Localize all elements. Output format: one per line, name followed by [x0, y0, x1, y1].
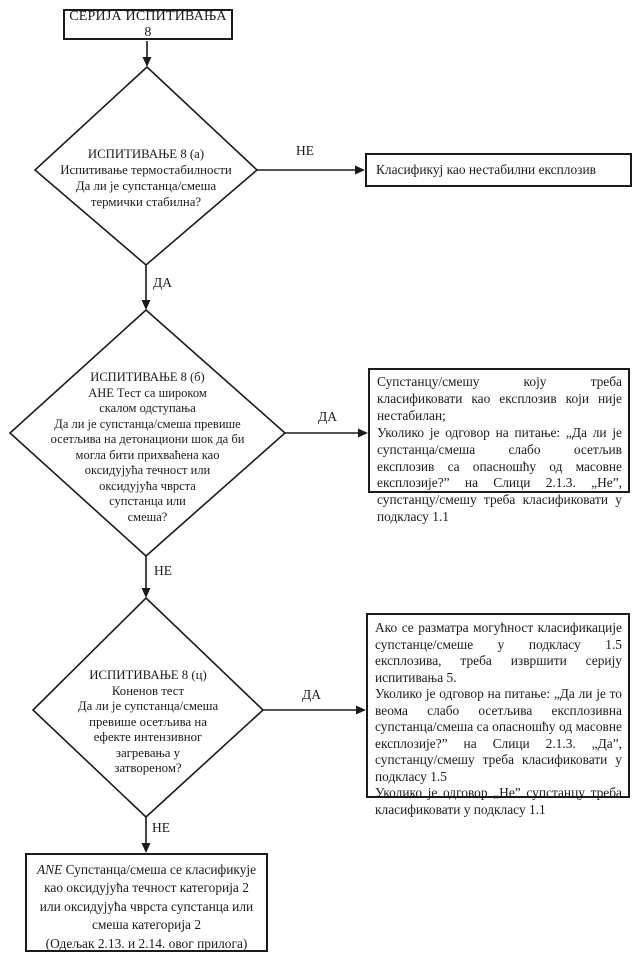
decision-8c-line: ефекте интензивног — [93, 730, 203, 744]
connector-8a-no — [257, 166, 365, 175]
edge-label-8a-yes: ДА — [153, 275, 172, 290]
decision-8c-text — [33, 668, 263, 777]
result-not-unstable-box — [368, 368, 630, 525]
final-classification-note: (Одељак 2.13. и 2.14. овог прилога) — [45, 935, 248, 951]
result-division15-p1: Ако се разматра могућност класификације супстанце/смеше у подкласу 1.5 експлозива, треба извршити серију испитивања 5. — [375, 620, 622, 685]
final-main-text: Супстанца/смеша се класификује као оксидујућа течност категорија 2 или оксидујућа чврста супстанца или смеша категорија 2 — [39, 862, 257, 933]
start-node — [63, 9, 233, 40]
result-division15-p2: Уколико је одговор на питање: „Да ли је то веома слабо осетљива експлозивна супстанца/смеша са опасношћу од масовне експлозије?” на Слици 2.1.3. „Да”, супстанцу/смешу треба класификовати у подкласу 1.5 — [375, 686, 622, 784]
edge-label-8c-yes: ДА — [302, 687, 321, 702]
decision-8b-line: Да ли је супстанца/смеша превише — [54, 416, 241, 431]
decision-8b-line: оксидујућа чврста — [99, 478, 196, 493]
result-division15-box — [366, 613, 630, 817]
result-not-unstable-p2: Уколико је одговор на питање: „Да ли је супстанца/смеша слабо осетљив експлозив са опасношћу од масовне експлозије?” на Слици 2.1.3. „Не”, супстанцу/смешу треба класификовати у подкласу 1.1 — [377, 424, 622, 525]
decision-8b-title: ИСПИТИВАЊЕ 8 (б) — [90, 370, 205, 384]
decision-8c-title: ИСПИТИВАЊЕ 8 (ц) — [89, 668, 207, 682]
decision-8a-line: Да ли је супстанца/смеша — [75, 179, 217, 193]
final-classification-text — [33, 861, 260, 935]
decision-8c-line: Да ли је супстанца/смеша — [77, 699, 219, 713]
decision-8b-line: скалом одступања — [99, 401, 196, 415]
connector-8c-yes — [263, 706, 366, 715]
edge-label-8c-no: НЕ — [152, 820, 170, 835]
connector-8c-to-final — [142, 817, 151, 853]
decision-8b-line: АНЕ Тест са широком — [88, 385, 207, 400]
result-not-unstable-p1: Супстанцу/смешу коју треба класификовати као експлозив који није нестабилан; — [377, 374, 622, 423]
edge-label-8b-no: НЕ — [154, 563, 172, 578]
decision-8a-title: ИСПИТИВАЊЕ 8 (а) — [87, 147, 205, 161]
connector-8b-to-8c — [142, 556, 151, 598]
connector-8b-yes — [285, 429, 368, 438]
decision-8a-line: термички стабилна? — [90, 195, 202, 209]
decision-8c-line: превише осетљива на — [89, 714, 207, 729]
final-classification-box — [25, 853, 268, 952]
decision-8c-line: затвореном? — [114, 761, 182, 775]
edge-label-8b-yes: ДА — [318, 409, 337, 424]
decision-8c-line: загревања у — [115, 745, 181, 760]
connector-8a-to-8b — [142, 265, 151, 310]
result-unstable-box — [365, 153, 632, 187]
start-node-label: СЕРИЈА ИСПИТИВАЊА 8 — [69, 8, 227, 40]
result-division15-p3: Уколико је одговор „Не” супстанцу треба класификовати у подкласу 1.1 — [375, 785, 622, 817]
decision-8b-line: оксидујућа течност или — [84, 463, 211, 477]
decision-8b-text — [22, 370, 273, 525]
decision-8b-line: осетљива на детонациони шок да би — [50, 432, 245, 446]
decision-8a-line: Испитивање термостабилности — [60, 163, 232, 177]
decision-8a-text — [36, 146, 256, 210]
decision-8b-line: смеша? — [127, 509, 168, 524]
decision-8b-line: супстанца или — [109, 494, 186, 508]
decision-8b-line: могла бити прихваћена као — [75, 447, 220, 462]
edge-label-8a-no: НЕ — [296, 143, 314, 158]
connector-start-to-8a — [143, 41, 152, 67]
decision-8c-line: Коненов тест — [111, 683, 185, 698]
final-ane-prefix: ANE — [36, 862, 63, 877]
result-unstable-text: Класификуј као нестабилни експлозив — [376, 162, 596, 177]
